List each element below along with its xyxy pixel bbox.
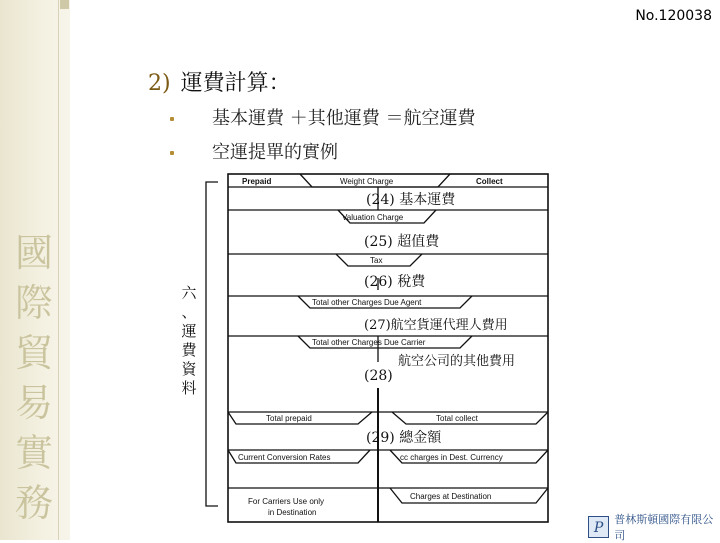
weight-charge-label: Weight Charge — [340, 177, 394, 186]
in-destination-label: in Destination — [268, 508, 317, 517]
side-label-char: 費 — [181, 341, 197, 359]
item-28-number: (28) — [364, 368, 393, 384]
logo-name: 普林斯頓國際有限公司 — [614, 513, 714, 542]
side-label-char: 資 — [181, 360, 197, 378]
heading-number: 2) — [148, 71, 171, 96]
item-25-valuation-fee: (25) 超值費 — [364, 234, 440, 250]
tax-label: Tax — [370, 256, 383, 265]
total-collect-label: Total collect — [436, 414, 478, 423]
collect-label: Collect — [476, 177, 503, 186]
total-other-agent-label: Total other Charges Due Agent — [312, 298, 422, 307]
item-28-carrier-fee: 航空公司的其他費用 — [398, 354, 516, 369]
side-label-char: 六 — [181, 284, 197, 302]
item-24-basic-charge: (24) 基本運費 — [366, 192, 456, 208]
item-29-total: (29) 總金額 — [366, 430, 442, 446]
title-char: 際 — [14, 281, 53, 325]
heading-text: 運費計算： — [180, 71, 291, 96]
total-other-carrier-label: Total other Charges Due Carrier — [312, 338, 426, 347]
title-char: 貿 — [14, 331, 53, 375]
title-char: 實 — [14, 431, 53, 475]
cc-charges-label: cc charges in Dest. Currency — [400, 453, 503, 462]
item-27-agent-fee: (27)航空貨運代理人費用 — [364, 318, 508, 333]
title-char: 國 — [14, 231, 53, 275]
conversion-rates-label: Current Conversion Rates — [238, 453, 331, 462]
company-logo — [588, 513, 720, 542]
side-label-char: 運 — [181, 322, 197, 340]
slide-number: No.120038 — [635, 8, 712, 24]
charges-destination-label: Charges at Destination — [410, 492, 492, 501]
side-label-char: 料 — [181, 379, 197, 397]
form-bracket — [206, 182, 218, 506]
total-prepaid-label: Total prepaid — [266, 414, 312, 423]
item-26-tax: (26) 稅費 — [364, 274, 426, 290]
bullet-text: 基本運費 ＋其他運費 ＝航空運費 — [212, 108, 476, 129]
title-char: 務 — [14, 481, 53, 525]
side-label-char: 、 — [181, 303, 197, 321]
logo-mark-icon: P — [588, 516, 609, 538]
valuation-charge-label: Valuation Charge — [342, 213, 404, 222]
carrier-use-label: For Carriers Use only — [248, 497, 325, 506]
bullet-text: 空運提單的實例 — [212, 142, 338, 163]
prepaid-label: Prepaid — [242, 177, 272, 186]
title-char: 易 — [14, 381, 53, 425]
